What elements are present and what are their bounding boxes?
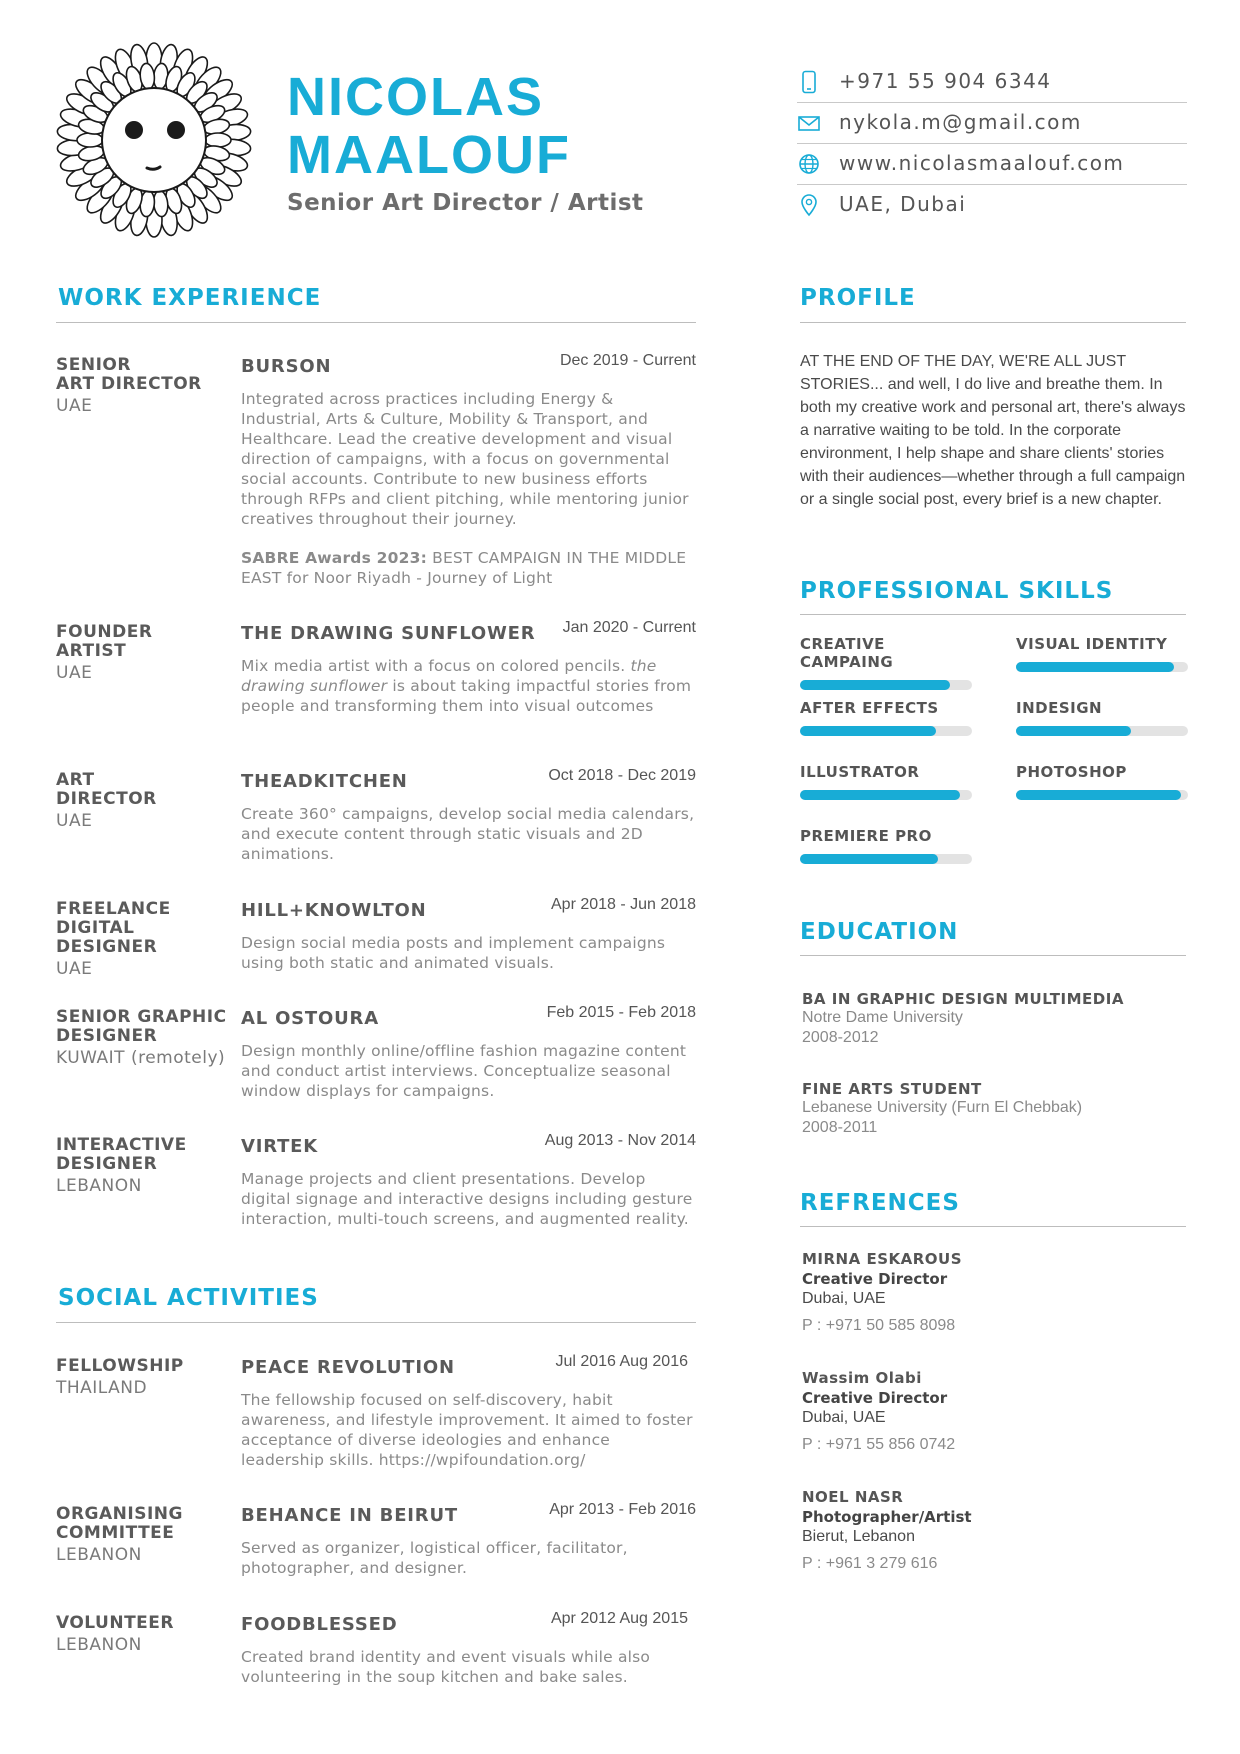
- skill-label: ILLUSTRATOR: [800, 763, 920, 781]
- entry-description: Manage projects and client presentations. Develop digital signage and interactive designs including gesture interaction, multi-touch screens, and augmented reality.: [241, 1170, 693, 1228]
- location-pin-icon: [797, 193, 821, 217]
- entry-description: Created brand identity and event visuals while also volunteering in the soup kitchen and bake sales.: [241, 1648, 651, 1686]
- skills-divider: [800, 614, 1186, 615]
- skill-label: AFTER EFFECTS: [800, 699, 939, 717]
- social-activities-heading: SOCIAL ACTIVITIES: [58, 1285, 319, 1311]
- skill-label: PHOTOSHOP: [1016, 763, 1127, 781]
- entry-description: Create 360° campaigns, develop social media calendars, and execute content through static visuals and 2D animations.: [241, 805, 695, 863]
- entry-org: FOODBLESSED: [241, 1614, 398, 1635]
- skill-premiere-pro: [800, 827, 972, 864]
- work-experience-heading: WORK EXPERIENCE: [58, 285, 322, 311]
- skill-bar: [800, 726, 972, 736]
- skill-bar: [800, 790, 972, 800]
- education-entry-lu: [802, 1080, 1192, 1138]
- skill-bar: [800, 854, 972, 864]
- petal-shape: [205, 133, 231, 147]
- skill-bar: [1016, 790, 1188, 800]
- education-degree: FINE ARTS STUDENT: [802, 1080, 982, 1098]
- entry-desc-text: Integrated across practices including Energy & Industrial, Arts & Culture, Mobility & Transport, and Healthcare. Lead the creative development and visual direction of campaigns, with a focus on governmental social accounts. Contribute to new business efforts through RFPs and client pitching, while mentoring junior creatives throughout their journey.: [241, 390, 689, 528]
- education-school: Lebanese University (Furn El Chebbak): [802, 1099, 1083, 1116]
- references-divider: [800, 1226, 1186, 1227]
- skill-label: PREMIERE PRO: [800, 827, 932, 845]
- contact-list: [797, 62, 1187, 226]
- reference-noel: [802, 1487, 1192, 1573]
- award-note: [241, 548, 696, 588]
- reference-phone[interactable]: P : +971 55 856 0742: [802, 1436, 956, 1453]
- education-school: Notre Dame University: [802, 1009, 963, 1026]
- skill-photoshop: [1016, 763, 1188, 800]
- entry-position: VOLUNTEER LEBANON: [56, 1614, 231, 1655]
- skill-bar-fill: [800, 790, 960, 800]
- skill-indesign: [1016, 699, 1188, 736]
- skill-bar-fill: [800, 854, 938, 864]
- skill-bar-fill: [800, 726, 936, 736]
- entry-location: THAILAND: [56, 1378, 148, 1398]
- entry-position: FELLOWSHIP THAILAND: [56, 1357, 231, 1398]
- skill-bar: [1016, 726, 1188, 736]
- entry-location: UAE: [56, 959, 93, 979]
- education-heading: EDUCATION: [800, 919, 959, 945]
- education-years: 2008-2012: [802, 1029, 879, 1046]
- entry-description: Design social media posts and implement campaigns using both static and animated visuals.: [241, 934, 666, 972]
- entry-date: Apr 2012 Aug 2015: [550, 1610, 688, 1627]
- reference-name: NOEL NASR: [802, 1488, 904, 1506]
- skill-after-effects: [800, 699, 972, 736]
- entry-location: KUWAIT (remotely): [56, 1048, 226, 1068]
- education-divider: [800, 955, 1186, 956]
- entry-description: [241, 656, 696, 716]
- reference-title: Creative Director: [802, 1270, 948, 1288]
- name-last: MAALOUF: [287, 125, 571, 185]
- skill-label: CREATIVE CAMPAING: [800, 635, 894, 671]
- mail-icon: [797, 111, 821, 135]
- entry-location: LEBANON: [56, 1545, 142, 1565]
- website-link[interactable]: www.nicolasmaalouf.com: [839, 151, 1125, 175]
- contact-phone: [797, 62, 1187, 103]
- entry-org: AL OSTOURA: [241, 1008, 379, 1029]
- entry-desc-italic: the drawing sunflower: [241, 657, 657, 695]
- phone-text[interactable]: +971 55 904 6344: [839, 69, 1052, 93]
- entry-location: UAE: [56, 396, 93, 416]
- reference-name: Wassim Olabi: [802, 1369, 922, 1387]
- entry-location: LEBANON: [56, 1176, 142, 1196]
- skill-bar-fill: [1016, 790, 1181, 800]
- entry-date: Apr 2013 - Feb 2016: [549, 1501, 696, 1518]
- reference-location: Bierut, Lebanon: [802, 1528, 915, 1545]
- entry-date: Feb 2015 - Feb 2018: [546, 1004, 696, 1021]
- contact-location: [797, 185, 1187, 226]
- skill-illustrator: [800, 763, 972, 800]
- skill-bar: [1016, 662, 1188, 672]
- entry-date: Apr 2018 - Jun 2018: [551, 896, 696, 913]
- contact-email: [797, 103, 1187, 144]
- skill-bar-fill: [800, 680, 950, 690]
- entry-org: BEHANCE IN BEIRUT: [241, 1505, 458, 1526]
- entry-location: UAE: [56, 663, 93, 683]
- location-text: UAE, Dubai: [839, 192, 967, 216]
- skills-heading: PROFESSIONAL SKILLS: [800, 578, 1114, 604]
- sunflower-logo: [54, 40, 254, 240]
- skill-creative-campaign: [800, 635, 972, 690]
- entry-date: Jul 2016 Aug 2016: [555, 1353, 688, 1370]
- entry-org: PEACE REVOLUTION: [241, 1357, 455, 1378]
- award-text: BEST CAMPAIGN IN THE MIDDLE EAST for Noor Riyadh - Journey of Light: [241, 549, 687, 587]
- profile-heading: PROFILE: [800, 285, 916, 311]
- entry-date: Aug 2013 - Nov 2014: [544, 1132, 696, 1149]
- reference-name: MIRNA ESKAROUS: [802, 1250, 963, 1268]
- skill-label: VISUAL IDENTITY: [1016, 635, 1168, 653]
- reference-title: Photographer/Artist: [802, 1508, 972, 1526]
- candidate-name: [287, 68, 571, 184]
- entry-desc-text-cont: is about taking impactful stories from people and transforming them into visual outcomes: [241, 677, 692, 715]
- globe-icon: [797, 152, 821, 176]
- reference-phone[interactable]: P : +971 50 585 8098: [802, 1317, 956, 1334]
- skill-bar: [800, 680, 972, 690]
- work-divider: [56, 322, 696, 323]
- entry-org: THE DRAWING SUNFLOWER: [241, 623, 536, 644]
- entry-org: VIRTEK: [241, 1136, 319, 1157]
- name-first: NICOLAS: [287, 67, 544, 127]
- profile-text: AT THE END OF THE DAY, WE'RE ALL JUST STORIES... and well, I do live and breathe them. In both my creative work and personal art, there's always a narrative waiting to be told. In the corporate environment, I help shape and share clients' stories with their audiences—whether through a full campaign or a single social post, every brief is a new chapter.: [800, 353, 1186, 508]
- entry-org: HILL+KNOWLTON: [241, 900, 427, 921]
- education-entry-ndu: [802, 990, 1192, 1048]
- reference-location: Dubai, UAE: [802, 1290, 886, 1307]
- entry-location: UAE: [56, 811, 93, 831]
- reference-location: Dubai, UAE: [802, 1409, 886, 1426]
- award-label: SABRE Awards 2023:: [241, 549, 427, 567]
- entry-description: [241, 389, 696, 588]
- reference-title: Creative Director: [802, 1389, 948, 1407]
- entry-position: FOUNDER ARTIST UAE: [56, 623, 231, 683]
- entry-position: SENIOR GRAPHIC DESIGNER KUWAIT (remotely): [56, 1008, 231, 1068]
- job-title: Senior Art Director / Artist: [287, 190, 644, 216]
- entry-description: Served as organizer, logistical officer, facilitator, photographer, and designer.: [241, 1539, 628, 1577]
- entry-location: LEBANON: [56, 1635, 142, 1655]
- email-link[interactable]: nykola.m@gmail.com: [839, 110, 1082, 134]
- skill-bar-fill: [1016, 726, 1131, 736]
- reference-phone[interactable]: P : +961 3 279 616: [802, 1555, 938, 1572]
- social-divider: [56, 1322, 696, 1323]
- entry-org: BURSON: [241, 356, 332, 377]
- petal-shape: [77, 133, 103, 147]
- contact-website: [797, 144, 1187, 185]
- entry-position: SENIOR ART DIRECTOR UAE: [56, 356, 231, 416]
- skill-label: INDESIGN: [1016, 699, 1103, 717]
- references-heading: REFRENCES: [800, 1190, 960, 1216]
- skill-bar-fill: [1016, 662, 1174, 672]
- entry-desc-text: Mix media artist with a focus on colored pencils.: [241, 657, 626, 675]
- entry-description: Design monthly online/offline fashion magazine content and conduct artist interviews. Conceptualize seasonal window displays for campaigns.: [241, 1042, 687, 1100]
- phone-icon: [797, 70, 821, 94]
- education-degree: BA IN GRAPHIC DESIGN MULTIMEDIA: [802, 990, 1124, 1008]
- entry-org: THEADKITCHEN: [241, 771, 408, 792]
- reference-wassim: [802, 1368, 1192, 1454]
- education-years: 2008-2011: [802, 1119, 878, 1136]
- entry-position: ORGANISING COMMITTEE LEBANON: [56, 1505, 231, 1565]
- entry-position: ART DIRECTOR UAE: [56, 771, 231, 831]
- profile-divider: [800, 322, 1186, 323]
- entry-position: FREELANCE DIGITAL DESIGNER UAE: [56, 900, 231, 979]
- entry-date: Oct 2018 - Dec 2019: [548, 767, 696, 784]
- skill-visual-identity: [1016, 635, 1188, 672]
- entry-position: INTERACTIVE DESIGNER LEBANON: [56, 1136, 231, 1196]
- entry-date: Dec 2019 - Current: [559, 352, 696, 369]
- entry-description: The fellowship focused on self-discovery, habit awareness, and lifestyle improvement. It aimed to foster acceptance of diverse ideologies and enhance leadership skills. https://wpifoundation.org/: [241, 1391, 693, 1469]
- reference-mirna: [802, 1249, 1192, 1335]
- entry-date: Jan 2020 - Current: [562, 619, 696, 636]
